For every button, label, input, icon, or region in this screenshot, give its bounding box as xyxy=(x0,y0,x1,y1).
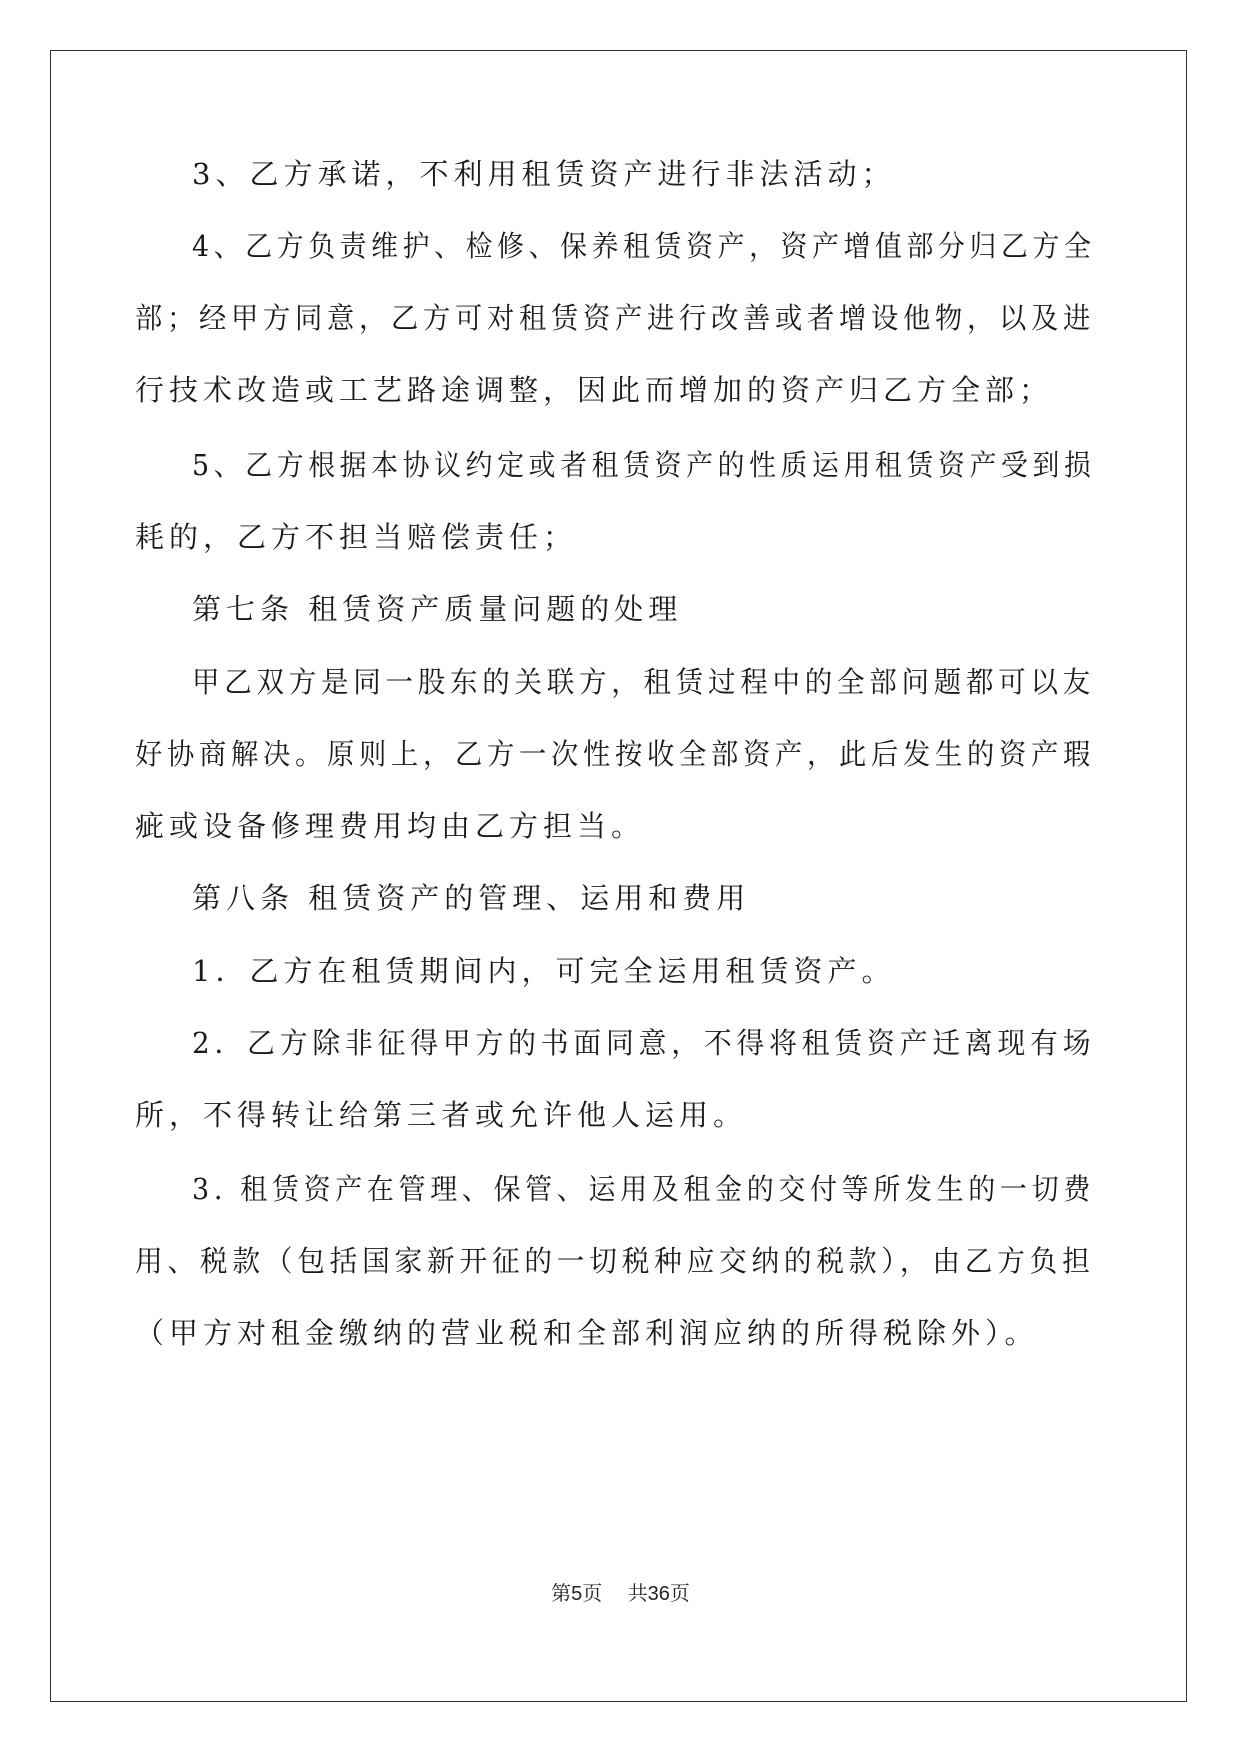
footer-total-suffix: 页 xyxy=(669,1581,690,1605)
text-line-5: 5、乙方根据本协议约定或者租赁资产的性质运用租赁资产受到损 xyxy=(192,448,1096,482)
text-line-8: 甲乙双方是同一股东的关联方，租赁过程中的全部问题都可以友 xyxy=(192,665,1095,699)
text-line-12: 1．乙方在租赁期间内，可完全运用租赁资产。 xyxy=(192,954,896,988)
text-line-14: 所，不得转让给第三者或允许他人运用。 xyxy=(135,1098,748,1132)
text-line-15: 3. 租赁资产在管理、保管、运用及租金的交付等所发生的一切费 xyxy=(192,1172,1095,1206)
footer-total-prefix: 共 xyxy=(627,1581,648,1605)
text-line-3: 部；经甲方同意，乙方可对租赁资产进行改善或者增设他物，以及进 xyxy=(135,301,1096,335)
page-footer xyxy=(0,1578,1241,1609)
text-line-6: 耗的，乙方不担当赔偿责任； xyxy=(135,520,578,554)
text-line-1: 3、乙方承诺，不利用租赁资产进行非法活动； xyxy=(192,157,896,191)
section-heading-8: 第八条 租赁资产的管理、运用和费用 xyxy=(192,881,751,915)
footer-page-prefix: 第 xyxy=(551,1581,572,1605)
text-line-2: 4、乙方负责维护、检修、保养租赁资产，资产增值部分归乙方全 xyxy=(192,229,1096,263)
text-line-17: （甲方对租金缴纳的营业税和全部利润应纳的所得税除外）。 xyxy=(135,1316,1039,1350)
text-line-13: 2．乙方除非征得甲方的书面同意，不得将租赁资产迁离现有场 xyxy=(192,1026,1096,1060)
footer-total-pages: 36 xyxy=(647,1583,670,1605)
text-line-9: 好协商解决。原则上，乙方一次性按收全部资产，此后发生的资产瑕 xyxy=(135,737,1096,771)
text-line-10: 疵或设备修理费用均由乙方担当。 xyxy=(135,809,646,843)
footer-page-number: 5 xyxy=(571,1583,583,1605)
text-line-4: 行技术改造或工艺路途调整，因此而增加的资产归乙方全部； xyxy=(135,373,1054,407)
footer-page-suffix: 页 xyxy=(582,1581,603,1605)
section-heading-7: 第七条 租赁资产质量问题的处理 xyxy=(192,592,683,626)
text-line-16: 用、税款（包括国家新开征的一切税种应交纳的税款），由乙方负担 xyxy=(135,1244,1095,1278)
